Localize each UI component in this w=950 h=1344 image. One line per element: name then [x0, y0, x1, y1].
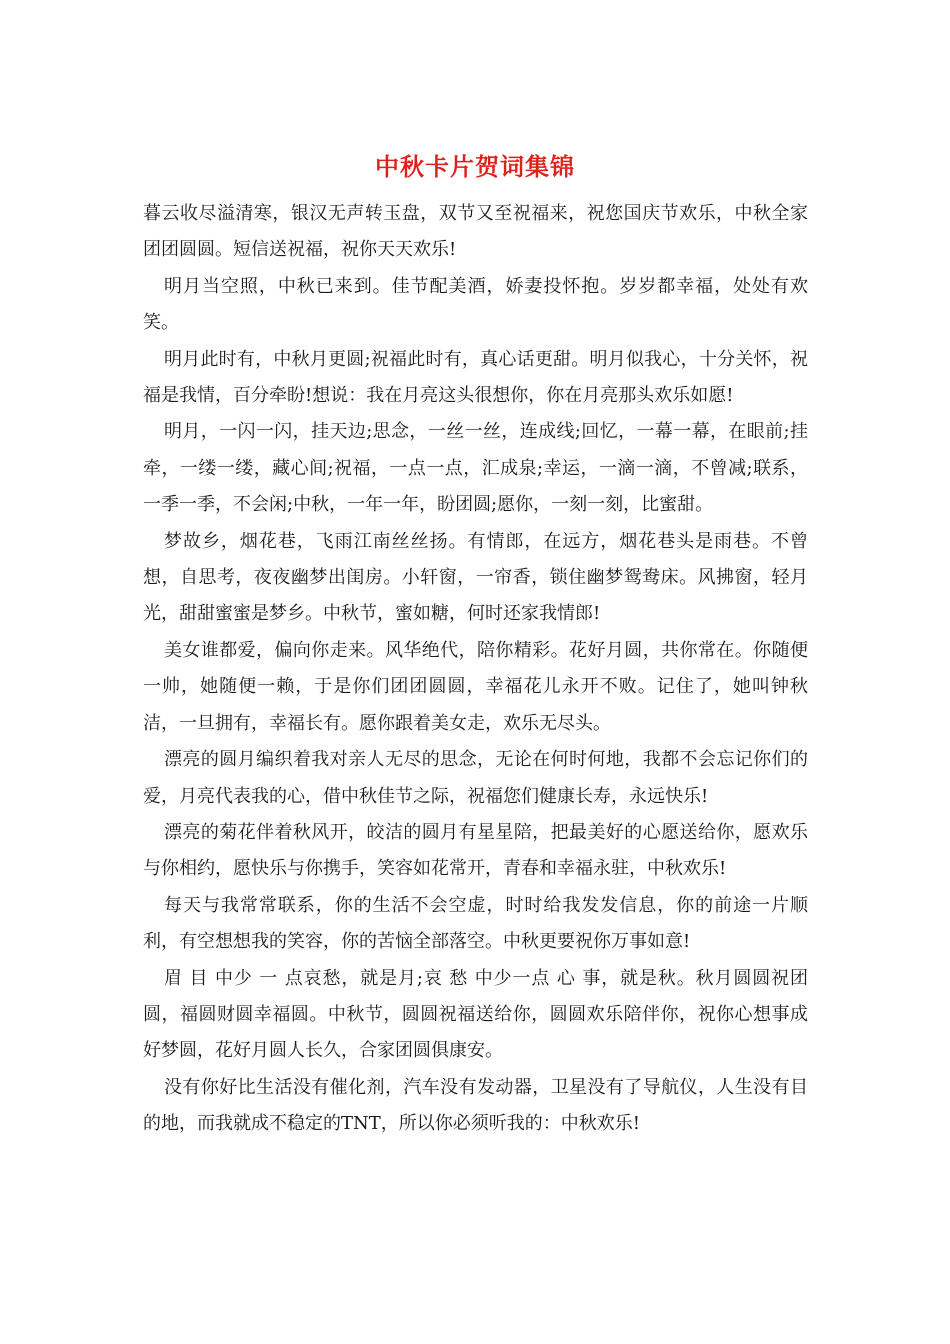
paragraph-6: 美女谁都爱，偏向你走来。风华绝代，陪你精彩。花好月圆，共你常在。你随便一帅，她随便一赖，于是你们团团圆圆，幸福花儿永开不败。记住了，她叫钟秋洁，一旦拥有，幸福长有。愿你跟着美女走，欢乐无尽头。	[143, 639, 808, 734]
paragraph-8: 漂亮的菊花伴着秋风开，皎洁的圆月有星星陪，把最美好的心愿送给你，愿欢乐与你相约，愿快乐与你携手，笑容如花常开，青春和幸福永驻，中秋欢乐!	[143, 821, 808, 880]
paragraph-10: 眉 目 中少 一 点哀愁，就是月;哀 愁 中少一点 心 事，就是秋。秋月圆圆祝团圆，福圆财圆幸福圆。中秋节，圆圆祝福送给你，圆圆欢乐陪伴你，祝你心想事成好梦圆，花好月圆人长久，合家团圆俱康安。	[143, 967, 808, 1062]
paragraph-3: 明月此时有，中秋月更圆;祝福此时有，真心话更甜。明月似我心，十分关怀，祝福是我情，百分牵盼!想说：我在月亮这头很想你，你在月亮那头欢乐如愿!	[143, 348, 808, 407]
paragraph-11: 没有你好比生活没有催化剂，汽车没有发动器，卫星没有了导航仪，人生没有目的地，而我就成不稳定的TNT，所以你必须听我的：中秋欢乐!	[143, 1076, 808, 1135]
document-title: 中秋卡片贺词集锦	[375, 152, 575, 181]
paragraph-9: 每天与我常常联系，你的生活不会空虚，时时给我发发信息，你的前途一片顺利，有空想想我的笑容，你的苦恼全部落空。中秋更要祝你万事如意!	[143, 894, 808, 953]
paragraph-2: 明月当空照，中秋已来到。佳节配美酒，娇妻投怀抱。岁岁都幸福，处处有欢笑。	[143, 275, 808, 334]
paragraph-1: 暮云收尽溢清寒，银汉无声转玉盘，双节又至祝福来，祝您国庆节欢乐，中秋全家团团圆圆。短信送祝福，祝你天天欢乐!	[143, 203, 808, 261]
document-body	[143, 196, 808, 1143]
paragraph-5: 梦故乡，烟花巷，飞雨江南丝丝扬。有情郎，在远方，烟花巷头是雨巷。不曾想，自思考，夜夜幽梦出闺房。小轩窗，一帘香，锁住幽梦鸳鸯床。风拂窗，轻月光，甜甜蜜蜜是梦乡。中秋节，蜜如糖，何时还家我情郎!	[143, 530, 808, 625]
paragraph-4: 明月，一闪一闪，挂天边;思念，一丝一丝，连成线;回忆，一幕一幕，在眼前;挂牵，一缕一缕，藏心间;祝福，一点一点，汇成泉;幸运，一滴一滴，不曾减;联系，一季一季，不会闲;中秋，一年一年，盼团圆;愿你，一刻一刻，比蜜甜。	[143, 421, 808, 516]
paragraph-7: 漂亮的圆月编织着我对亲人无尽的思念，无论在何时何地，我都不会忘记你们的爱，月亮代表我的心，借中秋佳节之际，祝福您们健康长寿，永远快乐!	[143, 749, 808, 807]
